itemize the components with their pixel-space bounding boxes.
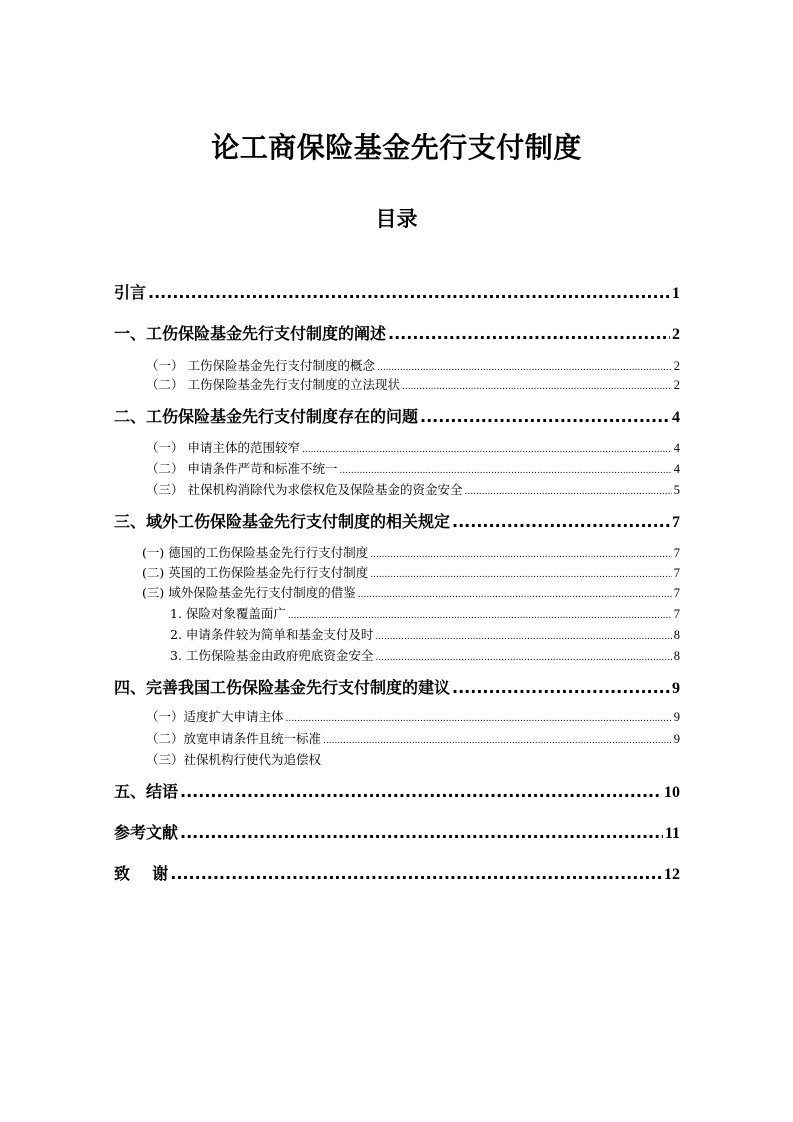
toc-dot-leader	[370, 563, 672, 585]
toc-entry-label: （一） 工伤保险基金先行支付制度的概念	[146, 358, 375, 373]
toc-dot-leader	[170, 862, 662, 886]
toc-entry-section-2[interactable]	[114, 405, 680, 429]
toc-entry-label: （三） 社保机构消除代为求偿权危及保险基金的资金安全	[146, 482, 463, 497]
toc-page-number: 12	[664, 866, 680, 883]
toc-dot-leader	[420, 405, 670, 429]
toc-entry-label: (二) 英国的工伤保险基金先行行支付制度	[142, 565, 369, 580]
toc-heading: 目录	[375, 207, 418, 231]
document-title: 论工商保险基金先行支付制度	[211, 131, 582, 164]
toc-entry-label: 3. 工伤保险基金由政府兜底资金安全	[170, 648, 374, 663]
toc-dot-leader	[302, 438, 672, 460]
toc-entry-section-1[interactable]	[114, 322, 680, 346]
toc-entry-label: （二）放宽申请条件且统一标准	[146, 731, 322, 746]
toc-dot-leader	[358, 583, 672, 605]
toc-page-number: 7	[673, 566, 680, 580]
toc-entry-section-2-2[interactable]	[146, 459, 680, 479]
toc-entry-acknowledgements[interactable]	[114, 862, 680, 886]
toc-entry-section-3-3-2[interactable]	[170, 625, 680, 645]
toc-entry-label: （一）适度扩大申请主体	[146, 709, 284, 724]
toc-entry-section-3-3-1[interactable]	[170, 604, 680, 624]
toc-dot-leader	[286, 707, 672, 729]
toc-dot-leader	[375, 625, 671, 647]
toc-page-number: 2	[673, 359, 680, 373]
toc-entry-section-4-3[interactable]	[146, 750, 321, 770]
toc-dot-leader	[388, 322, 670, 346]
toc-dot-leader	[180, 821, 663, 845]
toc-entry-label: 2. 申请条件较为简单和基金支付及时	[170, 627, 374, 642]
toc-dot-leader	[180, 780, 662, 804]
toc-page-number: 2	[672, 326, 680, 343]
toc-entry-section-5[interactable]	[114, 780, 680, 804]
toc-entry-intro[interactable]	[114, 281, 680, 305]
toc-page-number: 8	[673, 628, 680, 642]
toc-entry-section-4-1[interactable]	[146, 707, 680, 727]
toc-entry-section-2-3[interactable]	[146, 480, 680, 500]
toc-entry-section-2-1[interactable]	[146, 438, 680, 458]
toc-entry-section-4-2[interactable]	[146, 729, 680, 749]
toc-page-number: 11	[664, 825, 680, 842]
toc-dot-leader	[370, 543, 672, 565]
toc-entry-label: 二、工伤保险基金先行支付制度存在的问题	[114, 407, 419, 426]
toc-entry-label: (三) 域外保险基金先行支付制度的借鉴	[142, 585, 356, 600]
toc-entry-section-4[interactable]	[114, 676, 680, 700]
toc-entry-label: 四、完善我国工伤保险基金先行支付制度的建议	[114, 678, 451, 697]
toc-page-number: 9	[673, 732, 680, 746]
toc-page-number: 5	[673, 483, 680, 497]
toc-entry-label: 引言	[114, 283, 147, 302]
toc-entry-label: （二） 工伤保险基金先行支付制度的立法现状	[146, 377, 400, 392]
toc-entry-label: 三、域外工伤保险基金先行支付制度的相关规定	[114, 512, 451, 531]
toc-dot-leader	[402, 375, 672, 397]
toc-entry-section-1-1[interactable]	[146, 356, 680, 376]
toc-dot-leader	[288, 604, 672, 626]
toc-page-number: 7	[673, 586, 680, 600]
toc-entry-section-3-3-3[interactable]	[170, 646, 680, 666]
toc-page-number: 7	[673, 546, 680, 560]
toc-entry-section-3[interactable]	[114, 510, 680, 534]
toc-entry-label: 致 谢	[114, 864, 169, 883]
toc-page-number: 4	[673, 441, 680, 455]
toc-entry-references[interactable]	[114, 821, 680, 845]
toc-entry-label: 一、工伤保险基金先行支付制度的阐述	[114, 324, 387, 343]
toc-page-number: 8	[673, 649, 680, 663]
toc-page-number: 9	[673, 710, 680, 724]
toc-page-number: 4	[672, 409, 680, 426]
toc-page-number: 7	[672, 514, 680, 531]
toc-page-number: 7	[673, 607, 680, 621]
toc-entry-section-1-2[interactable]	[146, 375, 680, 395]
toc-entry-label: 五、结语	[114, 782, 179, 801]
toc-dot-leader	[452, 510, 670, 534]
toc-dot-leader	[464, 480, 671, 502]
toc-entry-label: （二） 申请条件严苛和标准不统一	[146, 461, 338, 476]
toc-entry-label: （一） 申请主体的范围较窄	[146, 440, 300, 455]
toc-entry-section-3-1[interactable]	[142, 543, 680, 563]
toc-page-number: 10	[664, 784, 680, 801]
toc-dot-leader	[452, 676, 670, 700]
toc-entry-label: （三）社保机构行使代为追偿权	[146, 752, 322, 767]
toc-entry-label: 参考文献	[114, 823, 179, 842]
toc-entry-label: 1. 保险对象覆盖面广	[170, 606, 286, 621]
toc-entry-section-3-2[interactable]	[142, 563, 680, 583]
toc-entry-label: (一) 德国的工伤保险基金先行行支付制度	[142, 545, 369, 560]
toc-dot-leader	[323, 729, 672, 751]
toc-page-number: 1	[672, 285, 680, 302]
toc-page-number: 2	[673, 378, 680, 392]
toc-entry-section-3-3[interactable]	[142, 583, 680, 603]
toc-dot-leader	[339, 459, 671, 481]
toc-page-number: 9	[672, 680, 680, 697]
toc-dot-leader	[375, 646, 671, 668]
toc-dot-leader	[148, 281, 670, 305]
toc-page-number: 4	[673, 462, 680, 476]
